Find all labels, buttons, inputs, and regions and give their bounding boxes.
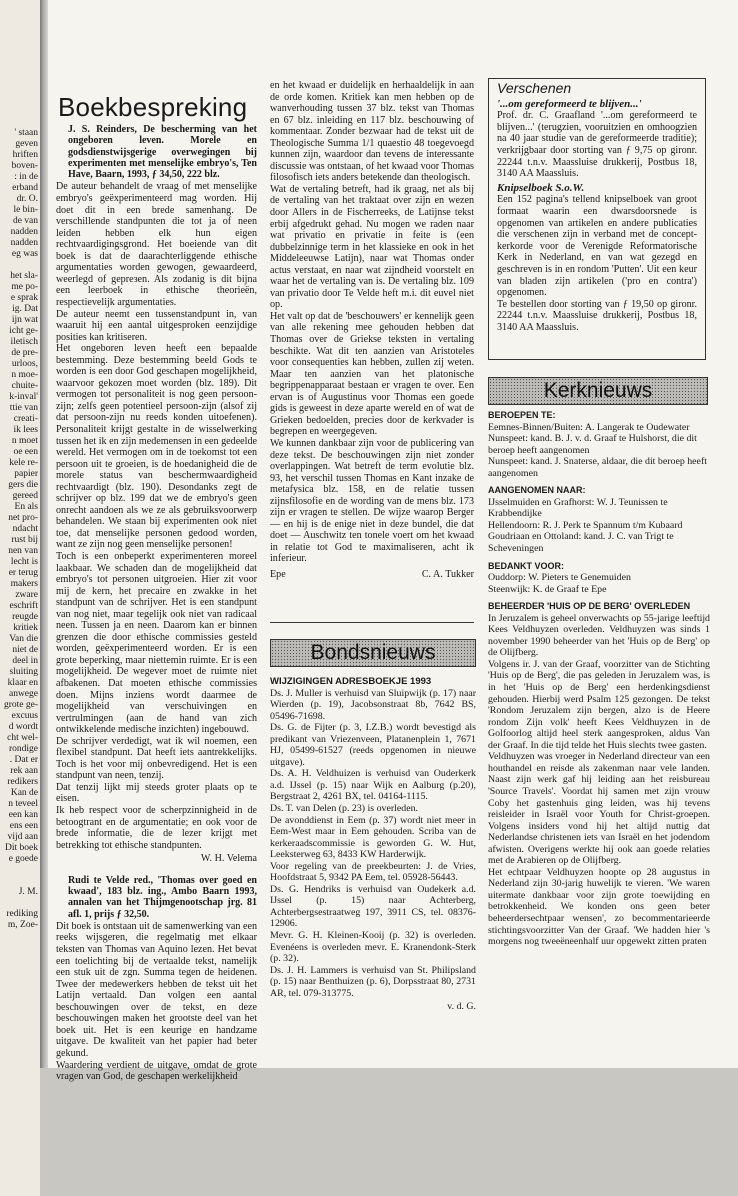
previous-page-fragment: geven	[15, 139, 38, 149]
previous-page-fragment: de van	[12, 216, 38, 226]
review2-heading: Rudi te Velde red., 'Thomas over goed en kwaad', 183 blz. ing., Ambo Baarn 1993, annalen van het Thijmgenootschap jrg. 81 afl. 1, prijs ƒ 32,50.	[68, 874, 257, 920]
beroepen-item: Eemnes-Binnen/Buiten: A. Langerak te Oudewater	[488, 421, 690, 433]
address-change-item: De avonddienst in Eem (p. 37) wordt niet meer in Eem-West maar in Eem gehouden. Scriba van de kerkeraadscommissie is geworden G. W. Hut, Leeksterweg 63, 8433 KW Harderwijk.	[270, 814, 476, 861]
kerknieuws-banner	[488, 377, 708, 405]
previous-page-fragment: nen van	[8, 546, 38, 556]
bondsnieuws-title: Bondsnieuws	[310, 641, 436, 664]
beroepen-heading: BEROEPEN TE:	[488, 410, 556, 420]
book-gutter	[40, 0, 48, 1068]
address-change-item: Ds. J. Muller is verhuisd van Sluipwijk (p. 17) naar Wierden (p. 19), Jacobsonstraat 8b, 7642 BS, 05496-71698.	[270, 687, 476, 722]
previous-page-fragment: m, Zoe-	[7, 920, 38, 930]
obituary-paragraph: Veldhuyzen was vroeger in Nederland directeur van een houthandel en reisde als zakenman naar vele landen. Naast zijn werk gaf hij leiding aan het reisbureau 'Source Travels'. Voordat hij samen met zijn vrouw Coby het gastenhuis ging leiden, was hij tevens reisleider in Israël voor Youth for Christ-groepen. Volgens insiders vond hij het altijd nuttig dat Nederlandse christenen iets van Israël en het jodendom afwisten. Overigens werkte hij ook aan goede relaties met de Arabieren op de Olijfberg.	[488, 751, 710, 867]
previous-page-fragment: kritiek	[13, 623, 38, 633]
previous-page-fragment: ndacht	[12, 524, 38, 534]
address-change-item: Mevr. G. H. Kleinen-Kooij (p. 32) is overleden. Evenéens is overleden mevr. E. Kranendonk-Sterk (p. 32).	[270, 930, 476, 965]
review2-paragraph: Wat de vertaling betreft, had ik graag, net als bij de vertaling van het traktaat over zijn en wezen door Allers in de Fischerreeks, de Latijnse tekst erbij afgedrukt gehad. Nu mogen we raden naar wat privatio en privatie in feite is (een dubbelzinnige term in het klassieke en ook in het Middeleeuwse Latijn), naar wat Thomas onder actus verstaat, en naar wat zijndheid voorstelt en waar het de vertaling van is. De vertaling blz. 109 van privatio door Te Velde heft m.i. dit euvel niet op.	[270, 183, 474, 311]
address-change-item: Ds. G. Hendriks is verhuisd van Oudekerk a.d. IJssel (p. 15) naar Achterberg, Achterbergsestraatweg 197, 3911 CS, tel. 08376-12906.	[270, 883, 476, 930]
review2-footer	[270, 569, 474, 581]
address-change-item: Voor regeling van de preekbeurten: J. de Vries, Hoofdstraat 5, 9342 PA Eem, tel. 05928-56443.	[270, 860, 476, 884]
previous-page-fragment: n moe-	[11, 370, 38, 380]
previous-page-fragment: reugde	[12, 612, 38, 622]
previous-page-fragment: gereed	[12, 491, 38, 501]
previous-page-fragment: er terug	[8, 568, 38, 578]
previous-page-fragment: ijn wat	[11, 315, 38, 325]
previous-page-fragment: een kan	[8, 810, 38, 820]
book2-description: Een 152 pagina's tellend knipselboek van groot formaat waarin een dwarsdoorsnede is opgenomen van artikelen en andere publicaties die verschenen zijn in verband met de concept-kerkorde voor de Verenigde Reformatorische Kerk in Nederland, en van wat gezegd en geschreven is in en rondom 'Putten'. Uit een keur van bladen zijn artikelen ('pro en contra') opgenomen.	[497, 194, 697, 299]
previous-page-fragment: redikers	[7, 777, 38, 787]
previous-page-fragment: het sla-	[10, 271, 38, 281]
previous-page-fragment: deel in	[12, 656, 38, 666]
previous-page-fragment: sluiting	[9, 667, 38, 677]
previous-page-fragment: erband	[12, 183, 38, 193]
previous-page-fragment: e sprak	[10, 293, 38, 303]
previous-page-fragment: me po-	[11, 282, 38, 292]
previous-page-fragment: ttie van	[9, 403, 38, 413]
bondsnieuws-subhead: WIJZIGINGEN ADRESBOEKJE 1993	[270, 676, 432, 687]
previous-page-fragment: gers die	[8, 480, 38, 490]
previous-page-fragment: icht ge-	[9, 326, 38, 336]
book2-order-info: Te bestellen door storting van ƒ 19,50 op gironr. 22244 t.n.v. Maassluise drukkerij, Postbus 18, 3140 AA Maassluis.	[497, 298, 697, 333]
previous-page-fragment: ens een	[9, 821, 38, 831]
beroepen-list	[488, 422, 710, 480]
kerknieuws-column	[488, 404, 710, 948]
review1-paragraph: Ik heb respect voor de scherpzinnigheid in de betoogtrant en de argumentatie; en ook voor de brede informatie, die de lezer krijgt met betrekking tot ethische standpunten.	[56, 805, 257, 851]
previous-page-fragment: excuus	[11, 711, 38, 721]
previous-page-fragment: chuite-	[11, 381, 38, 391]
previous-page-fragment: iletisch	[10, 337, 38, 347]
previous-page-fragment: oe een	[13, 447, 38, 457]
previous-page-fragment: k-inval'	[9, 392, 38, 402]
review2-paragraph: Waardering verdient de uitgave, omdat de grote vragen van God, de geschapen werkelijkheid	[56, 1059, 257, 1083]
previous-page-fragment: de pre-	[11, 348, 38, 358]
previous-page-fragment: boven-	[11, 161, 38, 171]
previous-page-fragment: papier	[14, 469, 38, 479]
bondsnieuws-signature: v. d. G.	[447, 1001, 476, 1013]
aangenomen-item: Hellendoorn: R. J. Perk te Spannum t/m Kubaard	[488, 519, 683, 531]
review1-paragraph: Toch is een onbeperkt experimenteren moreel laakbaar. We schaden dan de mogelijkheid dat embryo's tot personen uitgroeien. Hier zit voor mij de kern, het precaire en zwakke in het standpunt van de schrijver. Het is een standpunt van nog niet, maar tegelijk ook niet van radicaal neen. Tussen ja en neen. Daarom kan er binnen grenzen die door ethische commissies gesteld worden, geëxperimenteerd worden. Er is een grote beperking, maar niettemin ruimte. Er is een mogelijkheid. De wegever moet de ruimte niet afbakenen. Dat moeten ethische commissies doen. Mijns inziens wordt daarmee de mogelijkheid van verschuivingen en vertrulmingen (aan de hand van zich ontwikkelende medische inzichten) ingebouwd.	[56, 550, 257, 736]
previous-page-fragment: makers	[10, 579, 38, 589]
previous-page-fragment: dr. O.	[16, 194, 38, 204]
previous-page-fragment: klaar en	[7, 678, 38, 688]
section-divider	[270, 622, 474, 623]
boekbespreking-title: Boekbespreking	[58, 92, 248, 122]
review1-paragraph: Dat tenzij lijkt mij steeds groter plaats op te eisen.	[56, 781, 257, 805]
review2-paragraph: Dit boek is ontstaan uit de samenwerking van een reeks wijsgeren, die regelmatig met elkaar teksten van Thomas van Aquino lezen. Het bevat een toelichting bij de vertaalde tekst, namelijk een stuk uit de zgn. Summa tegen de heidenen. Twee der medewerkers hebben de tekst uit het Latijn vertaald. Dan volgen een aantal beschouwingen over de tekst, en deze beschouwingen maken het grootste deel van het boek uit. Het is een keurige en handzame uitgave. De kwaliteit van het papier had beter gekund.	[56, 920, 257, 1059]
review2-paragraph: We kunnen dankbaar zijn voor de publicering van deze tekst. De beschouwingen zijn niet zonder overlappingen. Wat betreft de term evolutie blz. 93, het verschil tussen Thomas en Kant inzake de metafysica blz. 158, en de relatie tussen zijnsfilosofie en de wording van de mens blz. 173 zijn er vragen te stellen. De wijze waarop Berger — en hij is de enige niet in deze bundel, die dat doet — Auschwitz ten tonele voert om het kwaad in relatie tot God te maximaliseren, acht ik inferieur.	[270, 437, 474, 565]
review2-signature: C. A. Tukker	[421, 568, 474, 580]
bondsnieuws-body	[270, 688, 476, 1000]
review1-paragraph: De auteur behandelt de vraag of met menselijke embryo's geëxperimenteerd mag worden. Hij doet dit in een brede samenhang. De verschillende standpunten die tot ja of neen leiden hebben elk hun eigen rechtvaardigingsgrond. Het boeiende van dit boek is dat de daarachterliggende ethische argumentaties worden gewogen, gewaardeerd, weerlegd of gepreзen. Als zodanig is dit bijna een leerboek in ethische theorieën, respectievelijk argumentaties.	[56, 181, 257, 308]
previous-page-fragment	[0, 876, 40, 887]
previous-page-fragment: n teveel	[8, 799, 38, 809]
previous-page-fragment: kele re-	[9, 458, 38, 468]
previous-page-fragment: eg was	[11, 249, 38, 259]
review2-paragraph: en het kwaad er duidelijk en herhaaldelijk in aan de orde komen. Kritiek kan men hebben op de wanverhouding tussen 37 blz. tekst van Thomas en 67 blz. inleiding en 117 blz. beschouwing of kommentaar. Zonder bezwaar had de tekst uit de Theologische Summa 1/1 quaestio 48 toegevoegd kunnen zijn, waardoor dan tevens de interessante discussie was ontstaan, of het kwaad voor Thomas filosofisch iets anders betekende dan theologisch.	[270, 80, 474, 184]
previous-page-fragment: e goede	[8, 854, 38, 864]
obituary-paragraph: Het echtpaar Veldhuyzen hoopte op 28 augustus in Nederland zijn 30-jarig huwelijk te vieren. 'We waren uitermate dankbaar voor zijn grote toewijding en betrokkenheid. We konden ons geen beter beheerdersechtpaar wensen', zo becommentarieerde stichtingsvoorzitter Van der Graaf. 'We hadden hier 's morgens nog tweeëneenhalf uur opgewekt zitten praten	[488, 866, 710, 948]
previous-page-fragment: anwege	[8, 689, 38, 699]
review2-body	[56, 921, 257, 1083]
book1-description: Prof. dr. C. Graafland '...om gereformeerd te blijven...' (terugzien, vooruitzien en omhoogzien na 40 jaar studie van de gereformeerde traditie); verkrijgbaar door storting van ƒ 9,75 op gironr. 22244 t.n.v. Maassluise drukkerij, Postbus 18, 3140 AA Maassluis.	[497, 110, 697, 180]
previous-page-fragment: vijd aan	[7, 832, 38, 842]
review1-paragraph: De schrijver verdedigt, wat ik wil noemen, een flexibel standpunt. Dat heeft iets aantrekkelijks. Toch is het voor mij onbevredigend. Het is een standpunt van neen, tenzij.	[56, 735, 257, 782]
previous-page-fragment: ' staan	[14, 128, 38, 138]
previous-page-fragment: nadden	[10, 227, 38, 237]
aangenomen-list	[488, 497, 710, 555]
review-column-1	[56, 124, 257, 1083]
previous-page-fragment: En als	[14, 502, 38, 512]
review1-body	[56, 181, 257, 851]
previous-page-fragment: eschrift	[9, 601, 38, 611]
previous-page-edge	[0, 0, 40, 1196]
aangenomen-item: IJsselmuiden en Grafhorst: W. J. Teunissen te Krabbendijke	[488, 496, 668, 520]
bedankt-item: Ouddorp: W. Pieters te Genemuiden	[488, 572, 631, 584]
book1-title: '...om gereformeerd te blijven...'	[497, 97, 642, 110]
previous-page-fragment: J. M.	[18, 887, 38, 897]
previous-page-fragment: . Dat er	[9, 755, 38, 765]
bedankt-list	[488, 572, 710, 595]
previous-page-fragment: Dit boek	[5, 843, 38, 853]
magazine-page	[48, 0, 738, 1083]
obituary-heading: BEHEERDER 'HUIS OP DE BERG' OVERLEDEN	[488, 601, 691, 612]
beroepen-item: Nunspeet: kand. B. J. v. d. Graaf te Hulshorst, die dit beroep heeft aangenomen	[488, 433, 697, 456]
bondsnieuws-column	[270, 676, 476, 1023]
previous-page-fragment: net pro-	[8, 513, 38, 523]
review1-signature: W. H. Velema	[200, 853, 257, 865]
review2-paragraph: Het valt op dat de 'beschouwers' er kennelijk geen van alle rekening mee gehouden hebben dat Thomas over de Griekse teksten in vertaling beschikte. Wat dit ten aanzien van Aristoteles voor consequenties kan hebben, zullen zij weten. Maar ten aanzien van het platonische begrippenapparaat bestaan er vragen te over. Een ervan is of Augustinus voor Thomas een goede gids is geweest in deze aparte wereld en of wat de Grieken bedoelden, precies door de kerkvader is begrepen en weergegeven.	[270, 310, 474, 438]
previous-page-fragment: urloos,	[11, 359, 38, 369]
previous-page-fragment: le bin-	[13, 205, 38, 215]
bondsnieuws-banner	[270, 639, 476, 667]
obituary-paragraph: In Jeruzalem is geheel onverwachts op 55-jarige leeftijd Kees Veldhuyzen overleden. Veldhuyzen was sinds 1 november 1990 beheerder van het 'Huis op de Berg' op de Olijfberg.	[488, 612, 710, 659]
previous-page-fragment: n moet	[11, 436, 38, 446]
previous-page-fragment: rondige	[8, 744, 38, 754]
aangenomen-item: Goudriaan en Ottoland: kand. J. C. van Trigt te Scheveningen	[488, 531, 674, 555]
previous-page-fragment: rediking	[6, 909, 38, 919]
book2-title: Knipselboek S.o.W.	[497, 181, 585, 194]
previous-page-fragment: : in de	[14, 172, 38, 182]
previous-page-fragment: d wordt	[8, 722, 38, 732]
previous-page-fragment: ik lees	[13, 425, 38, 435]
address-change-item: Ds. A. H. Veldhuizen is verhuisd van Ouderkerk a.d. IJssel (p. 15) naar Wijk en Aalburg (p.20), Bergstraat 2, 4261 BX, tel. 04164-1115.	[270, 768, 476, 803]
verschenen-box	[488, 78, 706, 360]
previous-page-fragment: hriften	[12, 150, 38, 160]
previous-page-fragment: rek aan	[10, 766, 38, 776]
kerknieuws-title: Kerknieuws	[543, 379, 653, 402]
previous-page-fragment: grote ge-	[3, 700, 38, 710]
previous-page-fragment: lecht is	[10, 557, 38, 567]
previous-page-fragment	[0, 865, 40, 876]
review2-continued	[270, 80, 474, 565]
obituary-body	[488, 613, 710, 948]
previous-page-fragment: Van die	[9, 634, 38, 644]
previous-page-fragment: Kan de	[10, 788, 38, 798]
previous-page-fragment: cht wel-	[7, 733, 38, 743]
address-change-item: Ds. G. de Fijter (p. 3, I.Z.B.) wordt bevestigd als predikant van Vriezenveen, Platanenplein 1, 7671 HJ, 05499-61527 (reeds opgenomen in nieuwe uitgave).	[270, 722, 476, 768]
review-column-2	[270, 80, 474, 581]
bedankt-item: Steenwijk: K. de Graaf te Epe	[488, 583, 607, 595]
verschenen-title: Verschenen	[497, 80, 572, 96]
review2-place: Epe	[270, 568, 286, 580]
review1-paragraph: Het ongeboren leven heeft een bepaalde bestemming. Deze bestemming beeld Gods te worden is een door God geschapen mogelijkheid, waarvoor gekozen moet worden (blz. 189). Dit vermogen tot personaliteit is nog geen persoon-zijn; zelfs geen potentieel persoon-zijn (alsof zij dat persoon-zijn nu reeds konden uitoefenen). Personaliteit krijgt gestalte in de wisselwerking tussen het ik en zijn medemensen in een gedeelde wereld. Het vermogen om in de toekomst tot een persoon uit te groeien, is de hoedanigheid die de morele status van beschermwaardigheid rechtvaardigt (blz. 190). Desondanks zegt de schrijver op blz. 199 dat we de embryo's geen onrecht aandoen als we ze als gebruiksvoorwerp behandelen. We staan bij experimenten ook niet toe, dat menselijke personen gedood worden, want ze zijn nog geen menselijke personen!	[56, 343, 257, 551]
review1-heading: J. S. Reinders, De bescherming van het ongeboren leven. Morele en godsdienstwijsgerige overwegingen bij experimenten met menselijke embryo's, Ten Have, Baarn, 1993, ƒ 34,50, 222 blz.	[68, 124, 257, 181]
previous-page-fragment: niet de	[12, 645, 38, 655]
review1-paragraph: De auteur neemt een tussenstandpunt in, van waaruit hij een aantal uitgesproken eenzijdige posities kan kritiseren.	[56, 308, 257, 343]
previous-page-fragment: nadden	[10, 238, 38, 248]
previous-page-fragment: rust bij	[11, 535, 38, 545]
obituary-paragraph: Volgens ir. J. van der Graaf, voorzitter van de Stichting 'Huis op de Berg', die pas geleden in Jeruzalem was, is in het 'Huis op de Berg' een herdenkingsdienst gehouden. Hierbij werd Psalm 125 gezongen. De tekst 'Rondom Jeruzalem zijn bergen, alzo is de Heere rondom Zijn volk' heeft Kees Veldhuyzen in de Golfoorlog altijd heel sterk aangesproken, aldus Van der Graaf. In die tijd telde het Huis slechts twee gasten.	[488, 658, 710, 751]
previous-page-fragment: creati-	[13, 414, 38, 424]
aangenomen-heading: AANGENOMEN NAAR:	[488, 485, 586, 496]
previous-page-fragment	[0, 898, 40, 909]
previous-page-fragment	[0, 260, 40, 271]
address-change-item: Ds. J. H. Lammers is verhuisd van St. Philipsland (p. 15) naar Benthuizen (p. 6), Dorpsstraat 80, 2731 AR, tel. 079-313775.	[270, 964, 476, 999]
previous-page-fragment: ig. Dat	[12, 304, 38, 314]
address-change-item: Ds. T. van Delen (p. 23) is overleden.	[270, 803, 418, 815]
bedankt-heading: BEDANKT VOOR:	[488, 560, 564, 571]
beroepen-item: Nunspeet: kand. J. Snaterse, aldaar, die dit beroep heeft aangenomen	[488, 456, 707, 479]
previous-page-fragment: zware	[15, 590, 38, 600]
